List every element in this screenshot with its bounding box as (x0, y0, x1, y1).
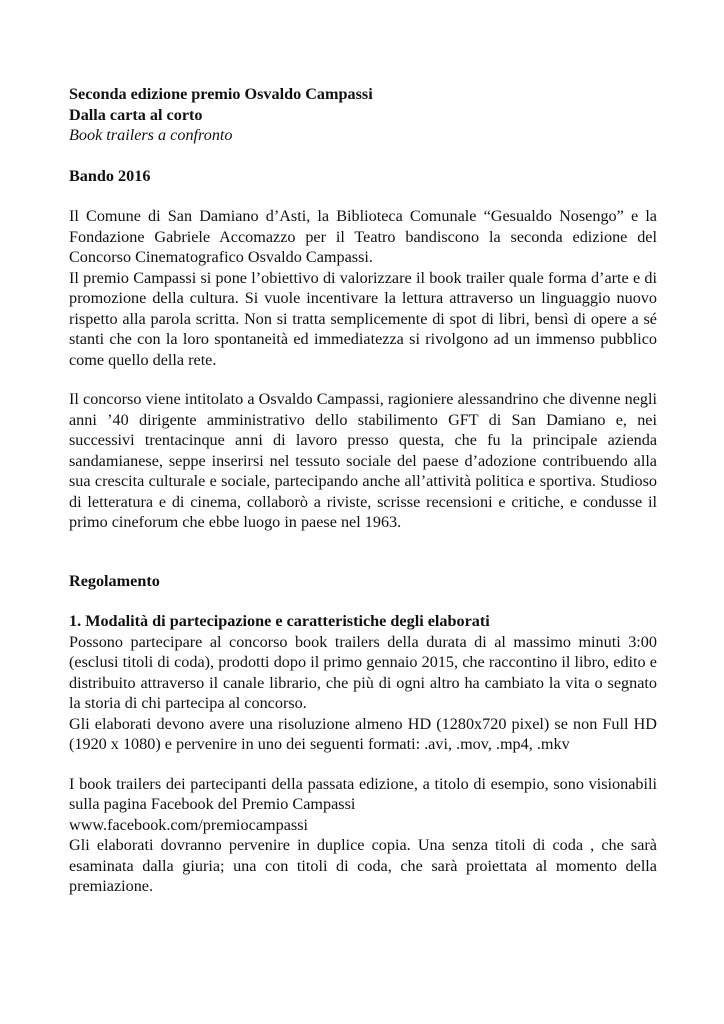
intro-paragraph-3: Il concorso viene intitolato a Osvaldo Campassi, ragioniere alessandrino che divenne negli anni ’40 dirigente amministrativo dello stabilimento GFT di San Damiano e, nei successivi trentacinque anni di lavoro presso questa, che fu la principale azienda sandamianese, seppe inserirsi nel tessuto sociale del paese d’adozione contribuendo alla sua crescita culturale e sociale, partecipando anche all’attività politica e sportiva. Studioso di letteratura e di cinema, collaborò a riviste, scrisse recensioni e critiche, e condusse il primo cineforum che ebbe luogo in paese nel 1963. (69, 390, 657, 531)
intro-paragraph-2: Il premio Campassi si pone l’obiettivo di valorizzare il book trailer quale forma d’arte e di promozione della cultura. Si vuole incentivare la lettura attraverso un linguaggio nuovo rispetto alla parola scritta. Non si tratta semplicemente di spot di libri, bensì di opere a sé stanti che con la loro spontaneità ed immediatezza si rivolgono ad un immenso pubblico come quello della rete. (69, 268, 657, 369)
document-page (69, 84, 657, 897)
section-1-paragraph-4: Gli elaborati dovranno pervenire in duplice copia. Una senza titoli di coda , che sarà esaminata dalla giuria; una con titoli di coda, che sarà proiettata al momento della premiazione. (69, 836, 657, 895)
header-tagline: Book trailers a confronto (69, 126, 233, 144)
section-1-paragraph-3: I book trailers dei partecipanti della passata edizione, a titolo di esempio, sono visionabili sulla pagina Facebook del Premio Campassi (69, 774, 657, 813)
regolamento-title: Regolamento (69, 571, 160, 590)
bando-title: Bando 2016 (69, 166, 151, 185)
section-1-title: 1. Modalità di partecipazione e caratteristiche degli elaborati (69, 612, 490, 630)
section-1-paragraph-1: Possono partecipare al concorso book trailers della durata di al massimo minuti 3:00 (esclusi titoli di coda), prodotti dopo il primo gennaio 2015, che raccontino il libro, edito e distribuito attraverso il canale librario, che più di ogni altro ha cambiato la vita o segnato la storia di chi partecipa al concorso. (69, 632, 657, 712)
header-title: Seconda edizione premio Osvaldo Campassi (69, 85, 373, 103)
facebook-link[interactable]: www.facebook.com/premiocampassi (69, 815, 308, 834)
section-1-paragraph-2: Gli elaborati devono avere una risoluzione almeno HD (1280x720 pixel) se non Full HD (1920 x 1080) e pervenire in uno dei seguenti formati: .avi, .mov, .mp4, .mkv (69, 714, 657, 753)
intro-paragraph-1: Il Comune di San Damiano d’Asti, la Biblioteca Comunale “Gesualdo Nosengo” e la Fondazione Gabriele Accomazzo per il Teatro bandiscono la seconda edizione del Concorso Cinematografico Osvaldo Campassi. (69, 207, 657, 266)
header-subtitle: Dalla carta al corto (69, 105, 203, 124)
